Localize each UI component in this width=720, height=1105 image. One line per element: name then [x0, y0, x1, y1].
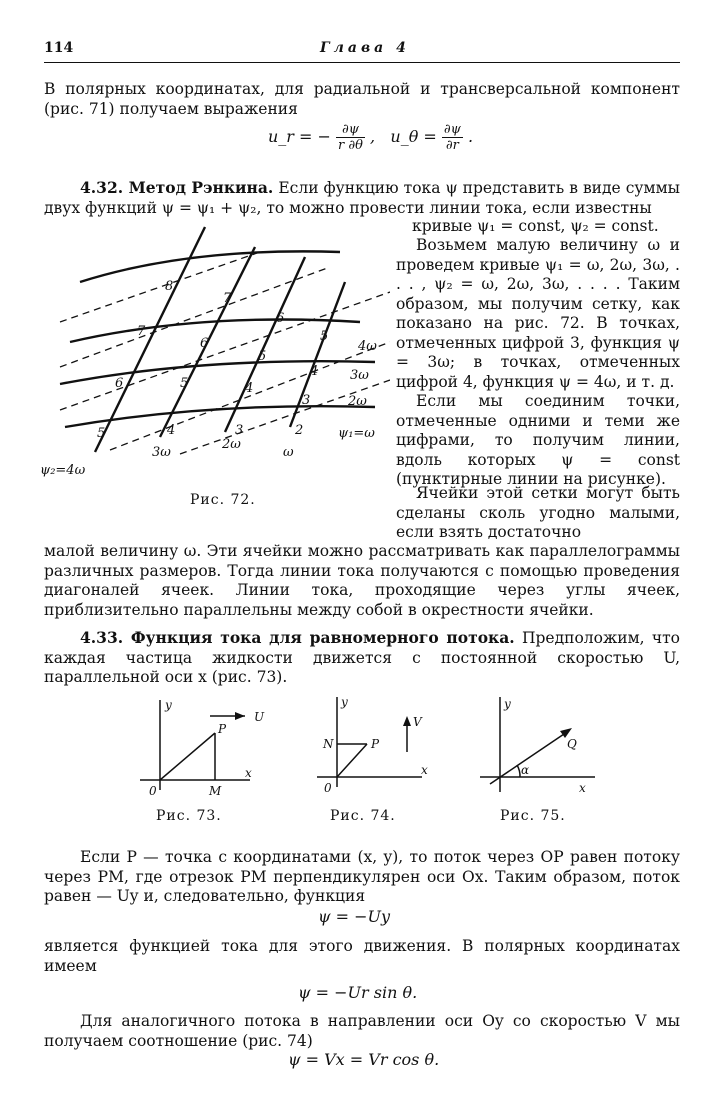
psi2-label-3w: 3ω	[152, 445, 171, 460]
section-432-line2: кривые ψ₁ = const, ψ₂ = const.	[412, 217, 659, 235]
figure-73-caption: Рис. 73.	[156, 808, 222, 824]
cell-label: 4	[245, 381, 254, 396]
axis-x-label: x	[245, 766, 252, 780]
section-432-intro: 4.32. Метод Рэнкина. Если функцию тока ψ представить в виде суммы двух функций ψ = ψ₁ + ψ₂, то можно провести линии тока, если известны	[44, 178, 680, 217]
cell-label: 7	[223, 291, 232, 306]
velocity-u-label: U	[254, 710, 265, 724]
psi2-label-2w: 2ω	[222, 437, 241, 452]
origin-label: 0	[149, 784, 157, 798]
figure-72-caption: Рис. 72.	[190, 492, 256, 508]
axis-x-label: x	[579, 781, 586, 795]
velocity-v-label: V	[413, 715, 422, 729]
cell-label: 2	[295, 423, 304, 438]
point-p-label: P	[218, 722, 227, 736]
psi1-label-4w: 4ω	[358, 339, 377, 354]
section-432-column3: Ячейки этой сетки могут быть сделаны сколь угодно малыми, если взять достаточно	[396, 484, 680, 541]
cell-label: 4	[310, 364, 319, 379]
arrow-up-icon	[403, 716, 411, 726]
cell-label: 7	[137, 324, 146, 339]
cell-label: 6	[200, 336, 209, 351]
section-432-after: малой величину ω. Эти ячейки можно рассматривать как параллелограммы различных размеров. Тогда линии тока получаются с помощью проведения диагоналей ячеек. Линии тока, проходящие через углы ячеек, приблизительно параллельны между собой в окрестности ячейки.	[44, 542, 680, 619]
paragraph-oy-flow: Для аналогичного потока в направлении оси Oy со скоростью V мы получаем соотношение (рис. 74)	[44, 1012, 680, 1050]
cell-label: 3	[302, 393, 311, 408]
section-432-title: 4.32. Метод Рэнкина.	[80, 178, 274, 197]
axis-y-label: y	[165, 698, 172, 712]
figure-73	[135, 695, 285, 805]
axis-y-label: y	[504, 697, 511, 711]
intro-text: В полярных координатах, для радиальной и трансверсальной компонент (рис. 71) получаем выражения	[44, 80, 680, 118]
cell-label: 6	[276, 311, 285, 326]
section-432-column: Возьмем малую величину ω и проведем кривые ψ₁ = ω, 2ω, 3ω, . . . , ψ₂ = ω, 2ω, 3ω, . . . . Таким образом, мы получим сетку, как показано на рис. 72. В точках, отмеченных цифрой 3, функция ψ = 3ω; в точках, отмеченных цифрой 4, функция ψ = 4ω, и т. д.	[396, 236, 680, 391]
origin-label: 0	[324, 781, 332, 795]
cell-label: 8	[165, 279, 174, 294]
point-m-label: M	[209, 784, 222, 798]
psi1-label-w: ψ₁=ω	[338, 426, 375, 441]
axis-x-label: x	[421, 763, 428, 777]
figure-74	[307, 692, 437, 802]
arrow-right-icon	[235, 712, 245, 720]
paragraph-stream-function: является функцией тока для этого движения. В полярных координатах имеем	[44, 937, 680, 975]
angle-alpha-label: α	[521, 763, 530, 777]
cell-label: 6	[115, 376, 124, 391]
cell-label: 3	[235, 423, 244, 438]
cell-label: 5	[320, 329, 329, 344]
equation-psi-uy: ψ = −Uy	[318, 907, 391, 926]
figure-75-caption: Рис. 75.	[500, 808, 566, 824]
figure-74-caption: Рис. 74.	[330, 808, 396, 824]
point-p-label: P	[371, 737, 380, 751]
psi1-label-2w: 2ω	[348, 394, 367, 409]
figure-72-grid	[40, 222, 390, 482]
psi2-label-w: ω	[283, 445, 294, 460]
equation-psi-polar: ψ = −Ur sin θ.	[298, 983, 418, 1002]
cell-label: 5	[180, 376, 189, 391]
section-433-intro: 4.33. Функция тока для равномерного потока. Предположим, что каждая частица жидкости движется с постоянной скоростью U, параллельной оси x (рис. 73).	[44, 628, 680, 686]
page-number: 114	[44, 40, 74, 56]
header-rule	[44, 62, 680, 63]
cell-label: 4	[167, 423, 176, 438]
psi2-label-4w: ψ₂=4ω	[40, 463, 86, 478]
cell-label: 5	[258, 349, 267, 364]
equation-psi-vx: ψ = Vx = Vr cos θ.	[288, 1050, 440, 1069]
axis-y-label: y	[341, 695, 348, 709]
figure-75	[475, 692, 605, 807]
section-432-column2: Если мы соединим точки, отмеченные одними и теми же цифрами, то получим линии, вдоль которых ψ = const (пунктирные линии на рисунке).	[396, 392, 680, 488]
psi1-label-3w: 3ω	[350, 368, 369, 383]
eq-ut-fraction: $\frac{\partial\psi}{\partial r}$	[443, 122, 461, 153]
chapter-title: Глава 4	[320, 40, 410, 56]
paragraph-point-p: Если P — точка с координатами (x, y), то поток через OP равен потоку через PM, где отрезок PM перпендикулярен оси Ox. Таким образом, поток равен — Uy и, следовательно, функция	[44, 848, 680, 905]
point-q-label: Q	[567, 737, 577, 751]
point-n-label: N	[323, 737, 334, 751]
eq-ut: u_θ =	[390, 127, 437, 146]
cell-label: 5	[97, 426, 106, 441]
section-433-title: 4.33. Функция тока для равномерного потока.	[80, 628, 515, 647]
eq-ur-fraction: $\frac{\partial\psi}{r \partial\theta}$	[338, 122, 363, 153]
eq-ur: u_r = −	[268, 127, 331, 146]
polar-velocity-equation: u_r = − $\frac{\partial\psi}{r \partial\theta}$ , u_θ = $\frac{\partial\psi}{\partial r}$ .	[268, 122, 474, 153]
